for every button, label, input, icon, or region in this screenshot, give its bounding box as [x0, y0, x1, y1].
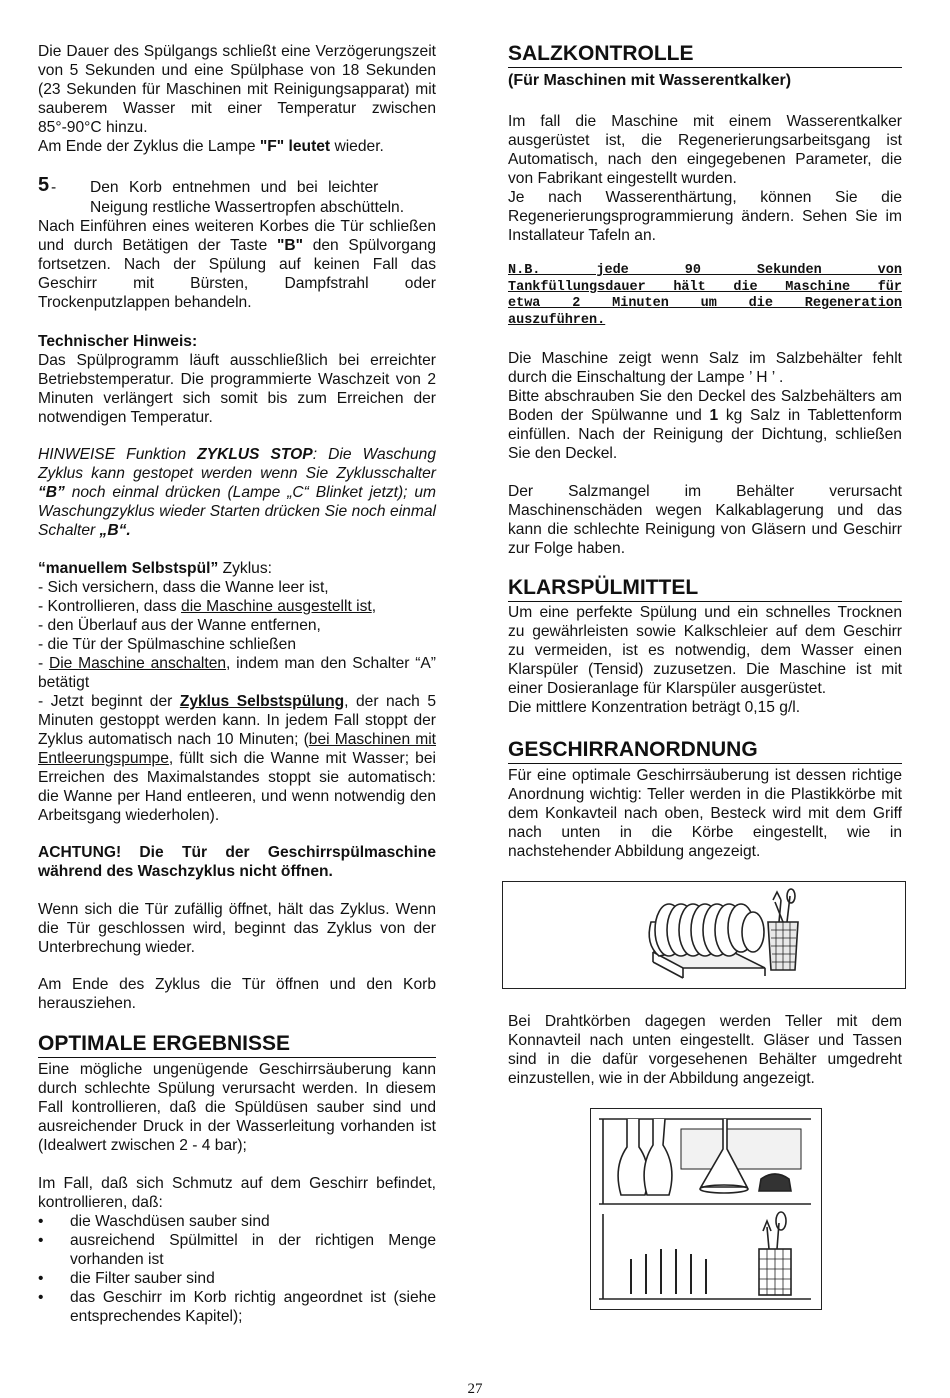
- dish-arrangement-paragraph: Für eine optimale Geschirrsäuberung ist dessen richtige Anordnung wichtig: Teller werden in die Plastikkörbe mit dem Konkavteil nach oben, Besteck wird mit dem Griff nach unten in die Körbe eingestellt, wie in nachstehender Abbildung angezeigt.: [508, 767, 902, 860]
- end-cycle-paragraph: Am Ende des Zyklus die Tür öffnen und den Korb herausziehen.: [38, 976, 436, 1012]
- bullet-icon: •: [38, 1232, 44, 1249]
- salt-control-p1: Im fall die Maschine mit einem Wasserentkalker ausgerüstet ist, die Regenerierungsarbeitsgang ist Automatisch, nach den eingegebenen Parameter, die von Fabrikant eingestellt wurden.: [508, 113, 902, 187]
- salt-shortage-paragraph: Der Salzmangel im Behälter verursacht Maschinenschäden wegen Kalkablagerung und das kann die schlechte Reinigung von Gläsern und Geschirr zur Folge haben.: [508, 483, 902, 557]
- rinse-aid-heading: KLARSPÜLMITTEL: [508, 576, 902, 602]
- wire-basket-figure: [591, 1109, 821, 1309]
- optimal-results-heading: OPTIMALE ERGEBNISSE: [38, 1032, 436, 1058]
- salt-control-heading: SALZKONTROLLE: [508, 42, 902, 68]
- bullet-icon: •: [38, 1213, 44, 1230]
- plastic-basket-figure: [503, 882, 905, 988]
- rinse-aid-paragraph: Um eine perfekte Spülung und ein schnelles Trocknen zu gewährleisten sowie Kalkschleier auf dem Geschirr zu vermeiden, ist es notwendig, dem Wasser einen Klarspüler (Tensid) zuzusetzen. Die Maschine ist mit einer Dosieranlage für Klarspüler ausgerüstet. Die mittlere Konzentration beträgt 0,15 g/l.: [508, 604, 902, 716]
- salt-fill-paragraph: Bitte abschrauben Sie den Deckel des Salzbehälters am Boden der Spülwanne und 1 kg Salz in Tablettenform einfüllen. Nach der Reinigung der Dichtung, schließen Sie den Deckel.: [508, 388, 903, 462]
- self-clean-section: “manuellem Selbstspül” Zyklus: - Sich versichern, dass die Wanne leer ist, - Kontrollieren, dass die Maschine ausgestellt ist, - den Überlauf aus der Wanne entfernen, - die Tür der Spülmaschine schließen - Die Maschine anschalten, indem man den Schalter “A” betätigt - Jetzt beginnt der Zyklus Selbstspülung, der nach 5 Minuten gestoppt werden kann. In jedem Fall stoppt der Zyklus automatisch nach 10 Minuten; (bei Maschinen mit Entleerungspumpe, füllt sich die Wanne mit Wasser; bei Erreichen des Maximalstandes stoppt sie automatisch: die Wanne per Hand entleeren, und wenn notwendig den Arbeitsgang wiederholen).: [38, 560, 437, 824]
- check-list: [38, 1212, 436, 1326]
- page-number: 27: [467, 1381, 483, 1397]
- list-item: • das Geschirr im Korb richtig angeordnet ist (siehe entsprechendes Kapitel);: [38, 1289, 436, 1325]
- door-open-paragraph: Wenn sich die Tür zufällig öffnet, hält das Zyklus. Wenn die Tür geschlossen wird, beginnt das Zyklus von der Unterbrechung wieder.: [38, 901, 436, 956]
- list-item: • die Filter sauber sind: [38, 1270, 215, 1287]
- tech-note-text: Das Spülprogramm läuft ausschließlich bei erreichter Betriebstemperatur. Die programmierte Waschzeit von 2 Minuten verlängert sich somit bis zum Erreichen der notwendigen Temperatur.: [38, 352, 436, 426]
- cycle-stop-note: HINWEISE Funktion ZYKLUS STOP: Die Waschung Zyklus kann gestopet werden wenn Sie Zyklusschalter “B” noch einmal drücken (Lampe „C“ Blinket jetzt); um Waschungzyklus wieder Starten drücken Sie noch einmal Schalter „B“.: [38, 446, 436, 539]
- wire-basket-illustration: [590, 1108, 822, 1310]
- list-item: • ausreichend Spülmittel in der richtigen Menge vorhanden ist: [38, 1232, 436, 1268]
- bullet-icon: •: [38, 1289, 44, 1306]
- wire-basket-paragraph: Bei Drahtkörben dagegen werden Teller mit dem Konnavteil nach unten eingestellt. Gläser und Tassen sind in die dafür vorgesehenen Behälter umgedreht einzustellen, wie in der Abbildung angezeigt.: [508, 1013, 902, 1087]
- step-5: 5 - Den Korb entnehmen und bei leichter Neigung restliche Wassertropfen abschütteln. Nach Einführen eines weiteren Korbes die Tür schließen und durch Betätigen der Taste "B" den Spülvorgang fortsetzen. Nach der Spülung auf keinen Fall das Geschirr mit Bürsten, Dampfstrahl oder Trockenputzlappen behandeln.: [38, 174, 436, 311]
- step-number: 5: [38, 174, 50, 196]
- bullet-icon: •: [38, 1270, 44, 1287]
- salt-control-p2: Je nach Wasserenthärtung, können Sie die Regenerierungsprogrammierung ändern. Sehen Sie im Installateur Tafeln an.: [508, 189, 902, 244]
- list-item: • die Waschdüsen sauber sind: [38, 1213, 270, 1230]
- nb-note: N.B. jede 90 Sekunden von Tankfüllungsdauer hält die Maschine für etwa 2 Minuten um die Regeneration auszuführen.: [508, 263, 902, 328]
- tech-note-title: Technischer Hinweis:: [38, 333, 198, 350]
- optimal-results-p1: Eine mögliche ungenügende Geschirrsäuberung kann durch schlechte Spülung verursacht werden. In diesem Fall kontrollieren, daß die Spüldüsen sauber sind und ausreichender Druck in der Wasserleitung vorhanden ist (Idealwert zwischen 2 - 4 bar);: [38, 1061, 436, 1154]
- salt-control-subtitle: (Für Maschinen mit Wasserentkalker): [508, 72, 792, 89]
- plastic-basket-illustration: [502, 881, 906, 989]
- dish-arrangement-heading: GESCHIRRANORDNUNG: [508, 738, 902, 764]
- rinse-duration-paragraph: Die Dauer des Spülgangs schließt eine Verzögerungszeit von 5 Sekunden und eine Spülphase von 18 Sekunden (23 Sekunden für Maschinen mit Reinigungsapparat) mit sauberem Wasser mit einer Temperatur zwischen 85°-90°C hinzu. Am Ende der Zyklus die Lampe "F" leutet wieder.: [38, 43, 436, 155]
- optimal-results-p2: Im Fall, daß sich Schmutz auf dem Geschirr befindet, kontrollieren, daß:: [38, 1175, 436, 1211]
- salt-lamp-paragraph: Die Maschine zeigt wenn Salz im Salzbehälter fehlt durch die Einschaltung der Lampe ’ H ’ .: [508, 350, 902, 386]
- warning-achtung: ACHTUNG! Die Tür der Geschirrspülmaschine während des Waschzyklus nicht öffnen.: [38, 844, 436, 880]
